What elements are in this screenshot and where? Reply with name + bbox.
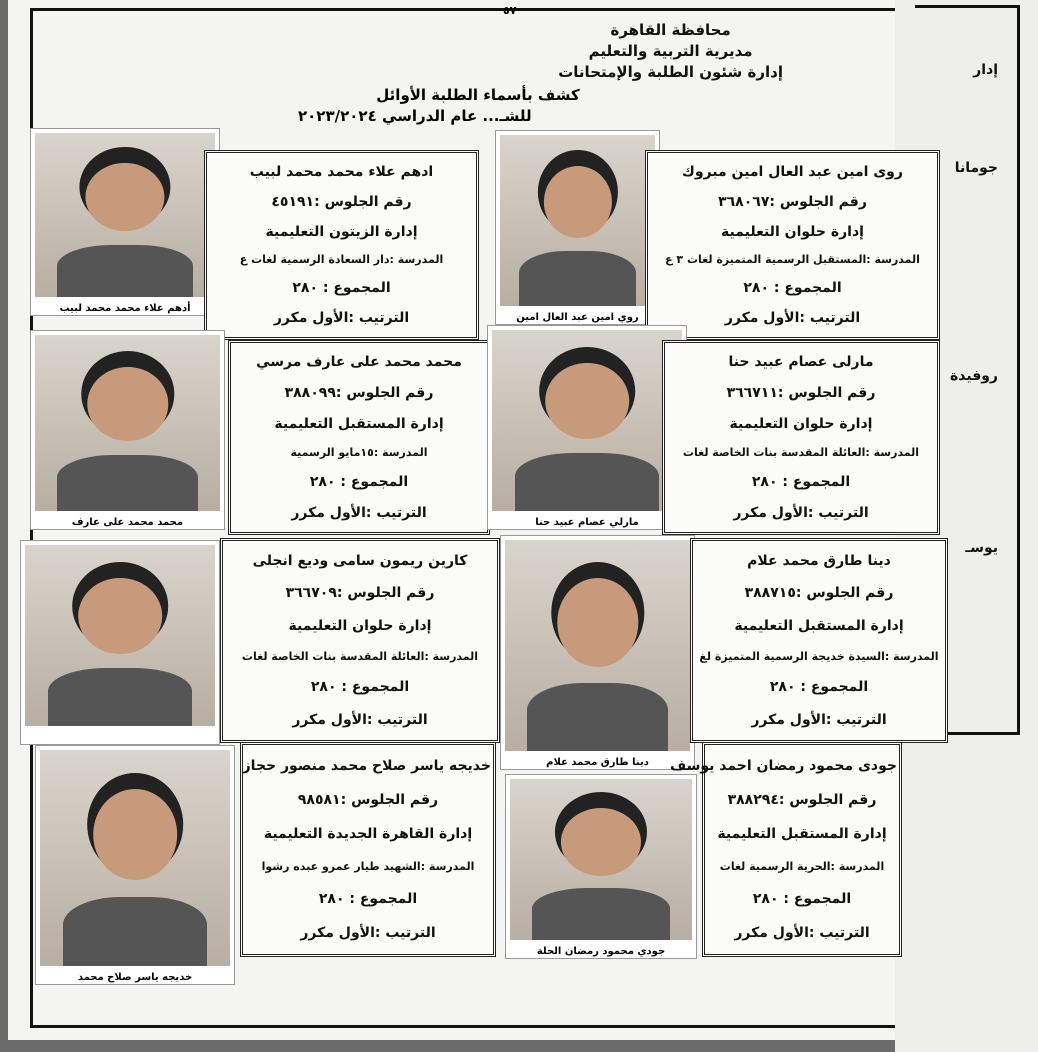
back-page-text: جومانا [954, 160, 998, 176]
portrait-image [25, 545, 215, 726]
student-card [240, 742, 496, 957]
student-rank: الترتيب :الأول مكرر [273, 310, 410, 327]
letterhead [558, 20, 783, 83]
student-admin: إدارة حلوان التعليمية [721, 223, 864, 240]
student-rank: الترتيب :الأول مكرر [751, 711, 887, 728]
student-rank: الترتيب :الأول مكرر [724, 310, 861, 327]
student-total: المجموع : ٢٨٠ [309, 473, 409, 490]
photo-caption: خديجه ياسر صلاح محمد [77, 972, 193, 983]
student-admin: إدارة حلوان التعليمية [729, 415, 873, 432]
document-title [278, 85, 678, 127]
student-rank: الترتيب :الأول مكرر [734, 925, 870, 941]
student-rank: الترتيب :الأول مكرر [300, 925, 436, 941]
portrait-image [35, 133, 215, 297]
student-card [669, 742, 902, 957]
portrait-image [505, 540, 690, 751]
student-photo [35, 745, 235, 985]
student-seat: رقم الجلوس :٣٦٦٧٠٩ [285, 585, 435, 602]
student-school: المدرسة :دار السعادة الرسمية لغات ع [239, 253, 444, 267]
student-card [220, 538, 500, 743]
title-line: كشف بأسماء الطلبة الأوائل [376, 86, 580, 104]
student-photo [487, 325, 687, 530]
student-admin: إدارة القاهرة الجديدة التعليمية [263, 826, 473, 842]
portrait-image [492, 330, 682, 511]
student-admin: إدارة المستقبل التعليمية [734, 617, 904, 634]
student-rank: الترتيب :الأول مكرر [733, 504, 869, 521]
student-seat: رقم الجلوس :٣٦٨٠٦٧ [718, 193, 867, 210]
student-card [228, 340, 490, 535]
student-card [204, 150, 479, 340]
directorate: مديرية التربية والتعليم [588, 42, 753, 60]
photo-caption: جودي محمود رمضان الحلة [536, 946, 666, 957]
student-name: مارلى عصام عبيد حنا [728, 354, 874, 371]
photo-caption: مارلي عصام عبيد حنا [535, 517, 639, 528]
student-admin: إدارة حلوان التعليمية [288, 617, 432, 634]
student-seat: رقم الجلوس :٣٨٨٠٩٩ [284, 384, 434, 401]
student-school: المدرسة :الحرية الرسمية لغات [719, 860, 885, 873]
student-school: المدرسة :المستقبل الرسمية المتميزة لغات ٣ ع [665, 253, 920, 267]
student-seat: رقم الجلوس :٣٨٨٧١٥ [744, 585, 894, 602]
student-admin: إدارة المستقبل التعليمية [274, 415, 444, 432]
student-school: المدرسة :العائلة المقدسة بنات الخاصة لغات [682, 446, 920, 460]
student-photo [30, 128, 220, 316]
student-seat: رقم الجلوس :٣٨٨٢٩٤ [727, 792, 877, 808]
student-card [690, 538, 948, 743]
student-rank: الترتيب :الأول مكرر [291, 504, 427, 521]
page-number: ٥٧ [503, 4, 517, 17]
student-school: المدرسة :١٥مايو الرسمية [290, 446, 428, 460]
student-name: محمد محمد على عارف مرسي [256, 354, 462, 371]
student-admin: إدارة المستقبل التعليمية [717, 826, 887, 842]
photo-caption: دينا طارق محمد علام [546, 757, 649, 768]
student-school: المدرسة :السيدة خديجة الرسمية المتميزة لغ [699, 650, 939, 664]
subtitle-line: للشـ... عام الدراسي ٢٠٢٣/٢٠٢٤ [298, 107, 532, 125]
student-total: المجموع : ٢٨٠ [310, 679, 410, 696]
governorate: محافظة القاهرة [610, 21, 731, 39]
student-seat: رقم الجلوس :٣٦٦٧١١ [726, 384, 876, 401]
student-card [662, 340, 940, 535]
photo-caption: روي امين عبد العال امين [516, 312, 639, 323]
photo-caption: أدهم علاء محمد محمد لبيب [59, 303, 191, 314]
portrait-image [500, 135, 655, 306]
student-photo [500, 535, 695, 770]
student-admin: إدارة الزيتون التعليمية [265, 223, 418, 240]
student-photo [30, 330, 225, 530]
student-name: دينا طارق محمد علام [747, 553, 891, 570]
student-photo [20, 540, 220, 745]
portrait-image [510, 779, 692, 940]
student-card [645, 150, 940, 340]
student-photo [505, 774, 697, 959]
student-total: المجموع : ٢٨٠ [769, 679, 869, 696]
department: إدارة شئون الطلبة والإمتحانات [558, 63, 783, 81]
student-school: المدرسة :الشهيد طيار عمرو عبده رشوا [261, 860, 475, 873]
student-total: المجموع : ٢٨٠ [318, 891, 418, 907]
student-rank: الترتيب :الأول مكرر [292, 711, 428, 728]
portrait-image [35, 335, 220, 511]
student-total: المجموع : ٢٨٠ [743, 280, 842, 297]
portrait-image [40, 750, 230, 966]
student-total: المجموع : ٢٨٠ [751, 473, 851, 490]
student-photo [495, 130, 660, 325]
photo-caption: محمد محمد على عارف [71, 517, 184, 528]
back-page-text: إدار [973, 62, 998, 78]
student-name: روى امين عبد العال امين مبروك [682, 163, 903, 180]
student-seat: رقم الجلوس :٩٨٥٨١ [297, 792, 439, 808]
student-total: المجموع : ٢٨٠ [292, 280, 391, 297]
student-seat: رقم الجلوس :٤٥١٩١ [271, 193, 412, 210]
back-page-text: يوسـ [965, 540, 998, 556]
student-name: خديجه ياسر صلاح محمد منصور حجاز [242, 758, 491, 774]
student-total: المجموع : ٢٨٠ [752, 891, 852, 907]
back-page-text: روفيدة [950, 368, 998, 384]
student-name: جودى محمود رمضان احمد يوسف [669, 758, 897, 774]
student-school: المدرسة :العائلة المقدسة بنات الخاصة لغات [241, 650, 479, 664]
student-name: ادهم علاء محمد محمد لبيب [249, 163, 434, 180]
student-name: كارين ريمون سامى وديع انجلى [252, 553, 468, 570]
